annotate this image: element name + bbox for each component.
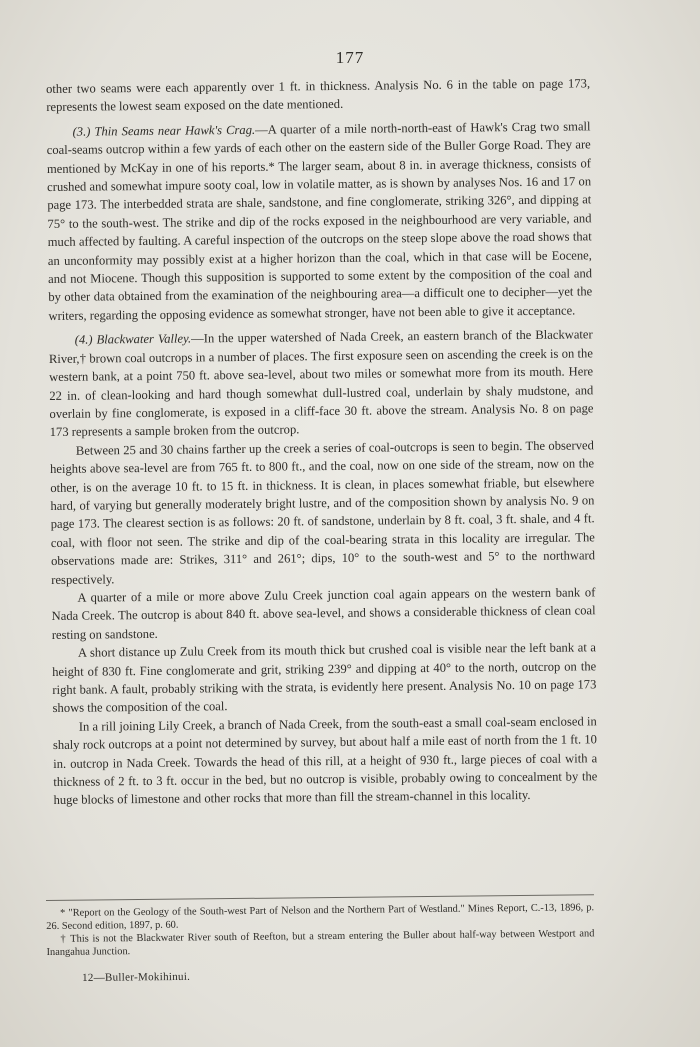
paragraph-continuation: other two seams were each apparently over 1 ft. in thickness. Analysis No. 6 in the table on page 173, represents the lowest seam exposed on the date mentioned. bbox=[46, 76, 591, 115]
footnote-divider bbox=[46, 894, 594, 901]
paragraph-lily-creek: In a rill joining Lily Creek, a branch of Nada Creek, from the south-east a small coal-seam enclosed in shaly rock outcrops at a point not determined by survey, but about half a mile east of north from the 1 ft. 10 in. outcrop in Nada Creek. Towards the head of this rill, at a height of 930 ft., large pieces of coal with a thickness of 2 ft. to 3 ft. occur in the bed, but no outcrop is visible, probably owing to concealment by the huge blocks of limestone and other rocks that more than fill the stream-channel in this locality. bbox=[52, 714, 598, 808]
paragraph-text: —In the upper watershed of Nada Creek, an eastern branch of the Blackwater River,† brown coal outcrops in a number of places. The first exposure seen on ascending the creek is on the western bank, at a point 750 ft. above sea-level, about two miles or somewhat more from its mouth. Here 22 in. of clean-looking and hard though somewhat dull-lustred coal, underlain by shaly mudstone, and overlain by fine conglomerate, is exposed in a cliff-face 30 ft. above the stream. Analysis No. 8 on page 173 represents a sample broken from the outcrop. bbox=[48, 327, 594, 440]
paragraph-text: —A quarter of a mile north-north-east of Hawk's Crag two small coal-seams outcrop within a few yards of each other on the eastern side of the Buller Gorge Road. They are mentioned by McKay in one of his reports.* The larger seam, about 8 in. in average thickness, consists of crushed and somewhat impure sooty coal, low in volatile matter, as is shown by analyses Nos. 16 and 17 on page 173. The interbedded strata are shale, sandstone, and fine conglomerate, striking 326°, and dipping at 75° to the south-west. The strike and dip of the rocks exposed in the neighbourhood are very variable, and much affected by faulting. A careful inspection of the outcrops on the steep slope above the road shows that an unconformity may possibly exist at a higher horizon than the coal, which in that case will be Eocene, and not Miocene. Though this supposition is supported to some extent by the composition of the coal and by other data obtained from the examination of the neighbouring area—a difficult one to decipher—yet the writers, regarding the opposing evidence as somewhat stronger, have not been able to give it acceptance. bbox=[46, 119, 593, 323]
paragraph-hawks-crag bbox=[46, 117, 592, 325]
paragraph-zulu-creek-junction: A quarter of a mile or more above Zulu Creek junction coal again appears on the western bank of Nada Creek. The outcrop is about 840 ft. above sea-level, and shows a considerable thickness of clean coal resting on sandstone. bbox=[51, 585, 596, 642]
body-text bbox=[46, 74, 598, 810]
paragraph-blackwater-valley bbox=[49, 326, 594, 442]
page-number: 177 bbox=[335, 48, 365, 67]
footnote-blackwater-river: † This is not the Blackwater River south of Reefton, but a stream entering the Buller about half-way between Westport and Inangahua Junction. bbox=[46, 928, 595, 958]
paragraph-coal-outcrops: Between 25 and 30 chains farther up the creek a series of coal-outcrops is seen to begin. The observed heights above sea-level are from 765 ft. to 800 ft., and the coal, now on one side of the stream, now on the other, is on the average 10 ft. to 15 ft. in thickness. It is clean, in places somewhat friable, but elsewhere hard, of varying but generally moderately bright lustre, and of the composition shown by analysis No. 9 on page 173. The clearest section is as follows: 20 ft. of sandstone, underlain by 8 ft. coal, 3 ft. shale, and 4 ft. coal, with floor not seen. The strike and dip of the coal-bearing strata in this locality are irregular. The observations made are: Strikes, 311° and 261°; dips, 10° to the south-west and 5° to the northward respectively. bbox=[50, 438, 596, 587]
footnotes bbox=[46, 894, 595, 959]
footnote-mckay-report: * "Report on the Geology of the South-west Part of Nelson and the Northern Part of Westland." Mines Report, C.-13, 1896, p. 26. Second edition, 1897, p. 60. bbox=[46, 902, 595, 932]
section-heading-blackwater-valley: (4.) Blackwater Valley. bbox=[74, 331, 192, 347]
section-heading-hawks-crag: (3.) Thin Seams near Hawk's Crag. bbox=[72, 122, 256, 139]
sheet-signature: 12—Buller-Mokihinui. bbox=[82, 970, 191, 984]
paragraph-zulu-creek: A short distance up Zulu Creek from its mouth thick but crushed coal is visible near the left bank at a height of 830 ft. Fine conglomerate and grit, striking 239° and dipping at 40° to the north, outcrop on the right bank. A fault, probably striking with the strata, is evidently here present. Analysis No. 10 on page 173 shows the composition of the coal. bbox=[52, 640, 597, 716]
